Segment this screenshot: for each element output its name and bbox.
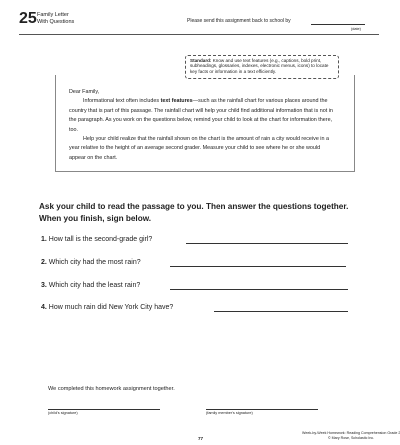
due-date-line[interactable]	[311, 24, 365, 25]
answer-line-4[interactable]	[214, 311, 348, 312]
letter-paragraph-2: Help your child realize that the rainfall shown on the chart is the amount of rain a city would receive in a year relative to the height of an average second grader. Measure your child to see where he or she would appear on the chart.	[69, 136, 330, 161]
answer-line-1[interactable]	[186, 243, 348, 244]
question-text: Which city had the least rain?	[48, 282, 141, 289]
footer-credit: Week-by-Week Homework: Reading Comprehension Grade 2 © Mary Rose, Scholastic Inc.	[302, 431, 400, 440]
letter-paragraph-1: Informational text often includes text features—such as the rainfall chart for various places around the country that is part of this passage. The rainfall chart will help your child find additional information that is not in the paragraph. As you work on the questions below, remind your child to look at the chart for information there, too.	[69, 98, 333, 133]
family-letter	[69, 88, 337, 163]
completion-statement: We completed this homework assignment together.	[48, 386, 175, 392]
standard-label: Standard:	[190, 58, 212, 63]
text-features-term: text features	[160, 98, 193, 105]
answer-line-2[interactable]	[170, 266, 346, 267]
child-signature-line[interactable]	[48, 409, 160, 410]
child-signature-label: (child's signature)	[48, 411, 78, 415]
header-divider	[19, 34, 379, 35]
instructions: Ask your child to read the passage to you. Then answer the questions together. When you finish, sign below.	[39, 202, 349, 223]
page-number: 77	[198, 436, 204, 441]
family-signature-line[interactable]	[206, 409, 318, 410]
answer-line-3[interactable]	[170, 289, 348, 290]
date-label: (date)	[351, 27, 361, 31]
question-text: Which city had the most rain?	[48, 259, 141, 266]
question-2: 2. Which city had the most rain?	[41, 259, 141, 266]
question-text: How much rain did New York City have?	[48, 304, 174, 311]
standard-text: Know and use text features (e.g., captions, bold print, subheadings, glossaries, indexes, electronic menus, icons) to locate key facts or information in a text efficiently.	[190, 58, 329, 74]
family-signature-label: (family member's signature)	[206, 411, 253, 415]
question-4: 4. How much rain did New York City have?	[41, 304, 174, 311]
lesson-number: 25	[19, 10, 37, 27]
question-1: 1. How tall is the second-grade girl?	[41, 236, 153, 243]
letter-greeting: Dear Family,	[69, 89, 100, 95]
question-3: 3. Which city had the least rain?	[41, 282, 141, 289]
standard-box	[185, 55, 339, 79]
lesson-title: Family Letter With Questions	[37, 12, 75, 25]
question-text: How tall is the second-grade girl?	[48, 236, 153, 243]
send-back-text: Please send this assignment back to school by	[187, 18, 291, 24]
